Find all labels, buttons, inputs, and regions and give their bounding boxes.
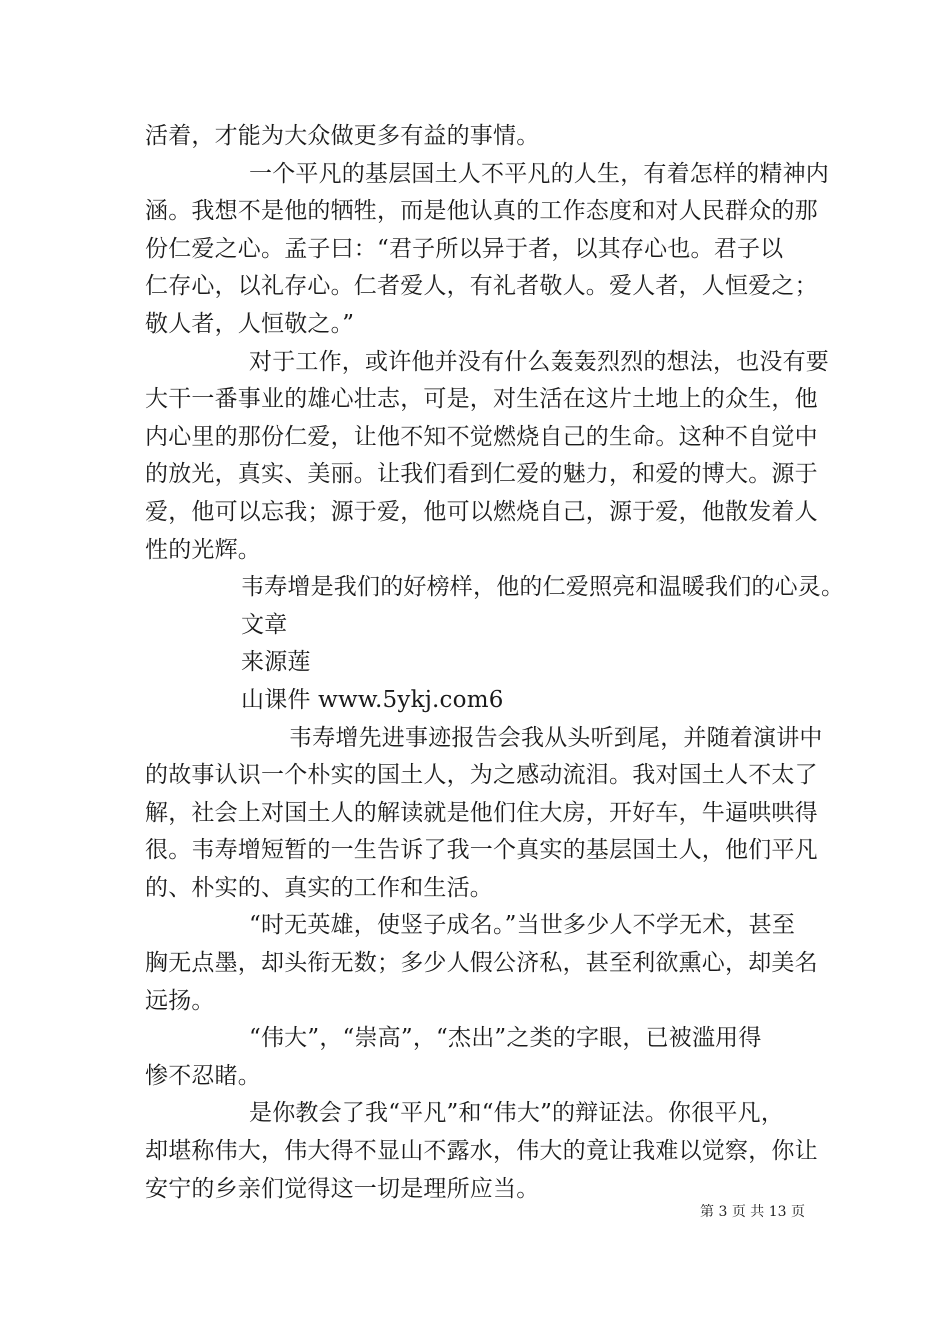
- page-number-footer: 第 3 页 共 13 页: [700, 1204, 805, 1220]
- text-line: 胸无点墨，却头衔无数；多少人假公济私，甚至利欲熏心，却美名: [145, 950, 818, 977]
- text-line: “伟大”，“崇高”，“杰出”之类的字眼，已被滥用得: [249, 1025, 762, 1052]
- text-line: 安宁的乡亲们觉得这一切是理所应当。: [145, 1175, 540, 1202]
- text-line: 份仁爱之心。孟子曰：“君子所以异于者，以其存心也。君子以: [145, 235, 784, 262]
- text-line: 是你教会了我“平凡”和“伟大”的辩证法。你很平凡，: [249, 1100, 785, 1127]
- text-line: 韦寿增是我们的好榜样，他的仁爱照亮和温暖我们的心灵。: [241, 574, 845, 601]
- text-line: 的、朴实的、真实的工作和生活。: [145, 874, 493, 901]
- text-line: 活着，才能为大众做更多有益的事情。: [145, 123, 540, 149]
- text-line: 韦寿增先进事迹报告会我从头听到尾，并随着演讲中: [289, 724, 823, 751]
- text-line: “时无英雄，使竖子成名。”当世多少人不学无术，甚至: [249, 912, 796, 939]
- text-line: 大干一番事业的雄心壮志，可是，对生活在这片土地上的众生，他: [145, 386, 818, 413]
- text-line: 一个平凡的基层国土人不平凡的人生，有着怎样的精神内: [249, 160, 829, 187]
- text-line: 的故事认识一个朴实的国土人，为之感动流泪。我对国土人不太了: [145, 762, 818, 789]
- text-line: 对于工作，或许他并没有什么轰轰烈烈的想法，也没有要: [249, 348, 829, 375]
- text-line: 内心里的那份仁爱，让他不知不觉燃烧自己的生命。这种不自觉中: [145, 423, 818, 450]
- text-line: 仁存心，以礼存心。仁者爱人，有礼者敬人。爱人者，人恒爱之；: [145, 273, 818, 300]
- text-line: 敬人者，人恒敬之。”: [145, 310, 355, 337]
- text-line: 却堪称伟大，伟大得不显山不露水，伟大的竟让我难以觉察，你让: [145, 1138, 818, 1165]
- text-line: 解，社会上对国土人的解读就是他们住大房，开好车，牛逼哄哄得: [145, 799, 818, 826]
- text-line: 性的光辉。: [145, 536, 261, 563]
- text-line: 远扬。: [145, 987, 215, 1014]
- text-line: 来源莲: [241, 649, 311, 676]
- text-line: 的放光，真实、美丽。让我们看到仁爱的魅力，和爱的博大。源于: [145, 461, 818, 488]
- text-line: 惨不忍睹。: [145, 1062, 261, 1089]
- text-line: 涵。我想不是他的牺牲，而是他认真的工作态度和对人民群众的那: [145, 198, 818, 225]
- text-line: 山课件 www.5ykj.com6: [241, 686, 504, 713]
- document-body: [145, 118, 845, 1208]
- text-line: 很。韦寿增短暂的一生告诉了我一个真实的基层国土人，他们平凡: [145, 837, 818, 864]
- text-line: 文章: [241, 611, 288, 638]
- text-line: 爱，他可以忘我；源于爱，他可以燃烧自己，源于爱，他散发着人: [145, 498, 818, 525]
